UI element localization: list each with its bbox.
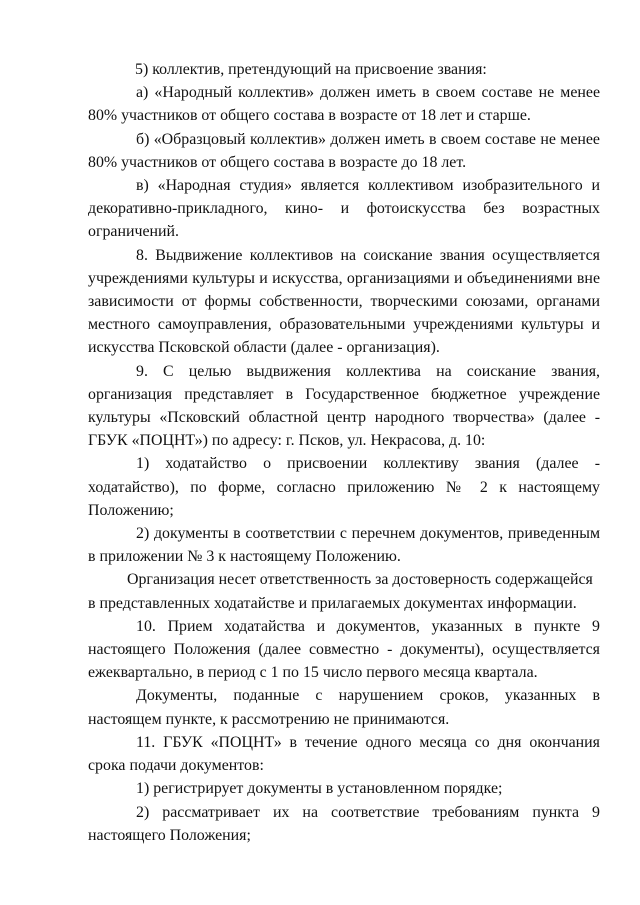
paragraph-item-5b: б) «Образцовый коллектив» должен иметь в своем составе не менее 80% участников от общего состава в возрасте до 18 лет. [88, 130, 600, 171]
document-body [88, 58, 600, 847]
paragraph-clause-10: 10. Прием ходатайства и документов, указанных в пункте 9 настоящего Положения (далее совместно - документы), осуществляется ежеквартально, в период с 1 по 15 число первого месяца квартала. [88, 617, 600, 682]
paragraph-clause-8: 8. Выдвижение коллективов на соискание звания осуществляется учреждениями культуры и искусства, организациями и объединениями вне зависимости от формы собственности, творческими союзами, органами местного самоуправления, образовательными учреждениями культуры и искусства Псковской области (далее - организация). [88, 246, 600, 357]
paragraph-clause-9-item-1: 1) ходатайство о присвоении коллективу звания (далее - ходатайство), по форме, согласно приложению № 2 к настоящему Положению; [88, 455, 600, 519]
paragraph-late-documents: Документы, поданные с нарушением сроков, указанных в настоящем пункте, к рассмотрению не принимаются. [88, 687, 600, 728]
paragraph-item-5a: а) «Народный коллектив» должен иметь в своем составе не менее 80% участников от общего состава в возрасте от 18 лет и старше. [88, 84, 600, 125]
paragraph-clause-11-item-2: 2) рассматривает их на соответствие требованиям пункта 9 настоящего Положения; [88, 803, 600, 844]
paragraph-clause-9: 9. С целью выдвижения коллектива на соискание звания, организация представляет в Государственное бюджетное учреждение культуры «Псковский областной центр народного творчества» (далее - ГБУК «ПОЦНТ») по адресу: г. Псков, ул. Некрасова, д. 10: [88, 362, 600, 450]
paragraph-clause-11: 11. ГБУК «ПОЦНТ» в течение одного месяца со дня окончания срока подачи документов: [88, 733, 600, 775]
paragraph-clause-11-item-1: 1) регистрирует документы в установленном порядке; [136, 780, 503, 798]
paragraph-item-5c: в) «Народная студия» является коллективом изобразительного и декоративно-прикладного, кино- и фотоискусства без возрастных ограничений. [88, 177, 600, 241]
paragraph-responsibility: Организация несет ответственность за достоверность содержащейся в представленных ходатайстве и прилагаемых документах информации. [88, 571, 593, 612]
paragraph-clause-9-item-2: 2) документы в соответствии с перечнем документов, приведенным в приложении № 3 к настоящему Положению. [88, 525, 600, 566]
paragraph-item-5: 5) коллектив, претендующий на присвоение звания: [135, 61, 487, 78]
